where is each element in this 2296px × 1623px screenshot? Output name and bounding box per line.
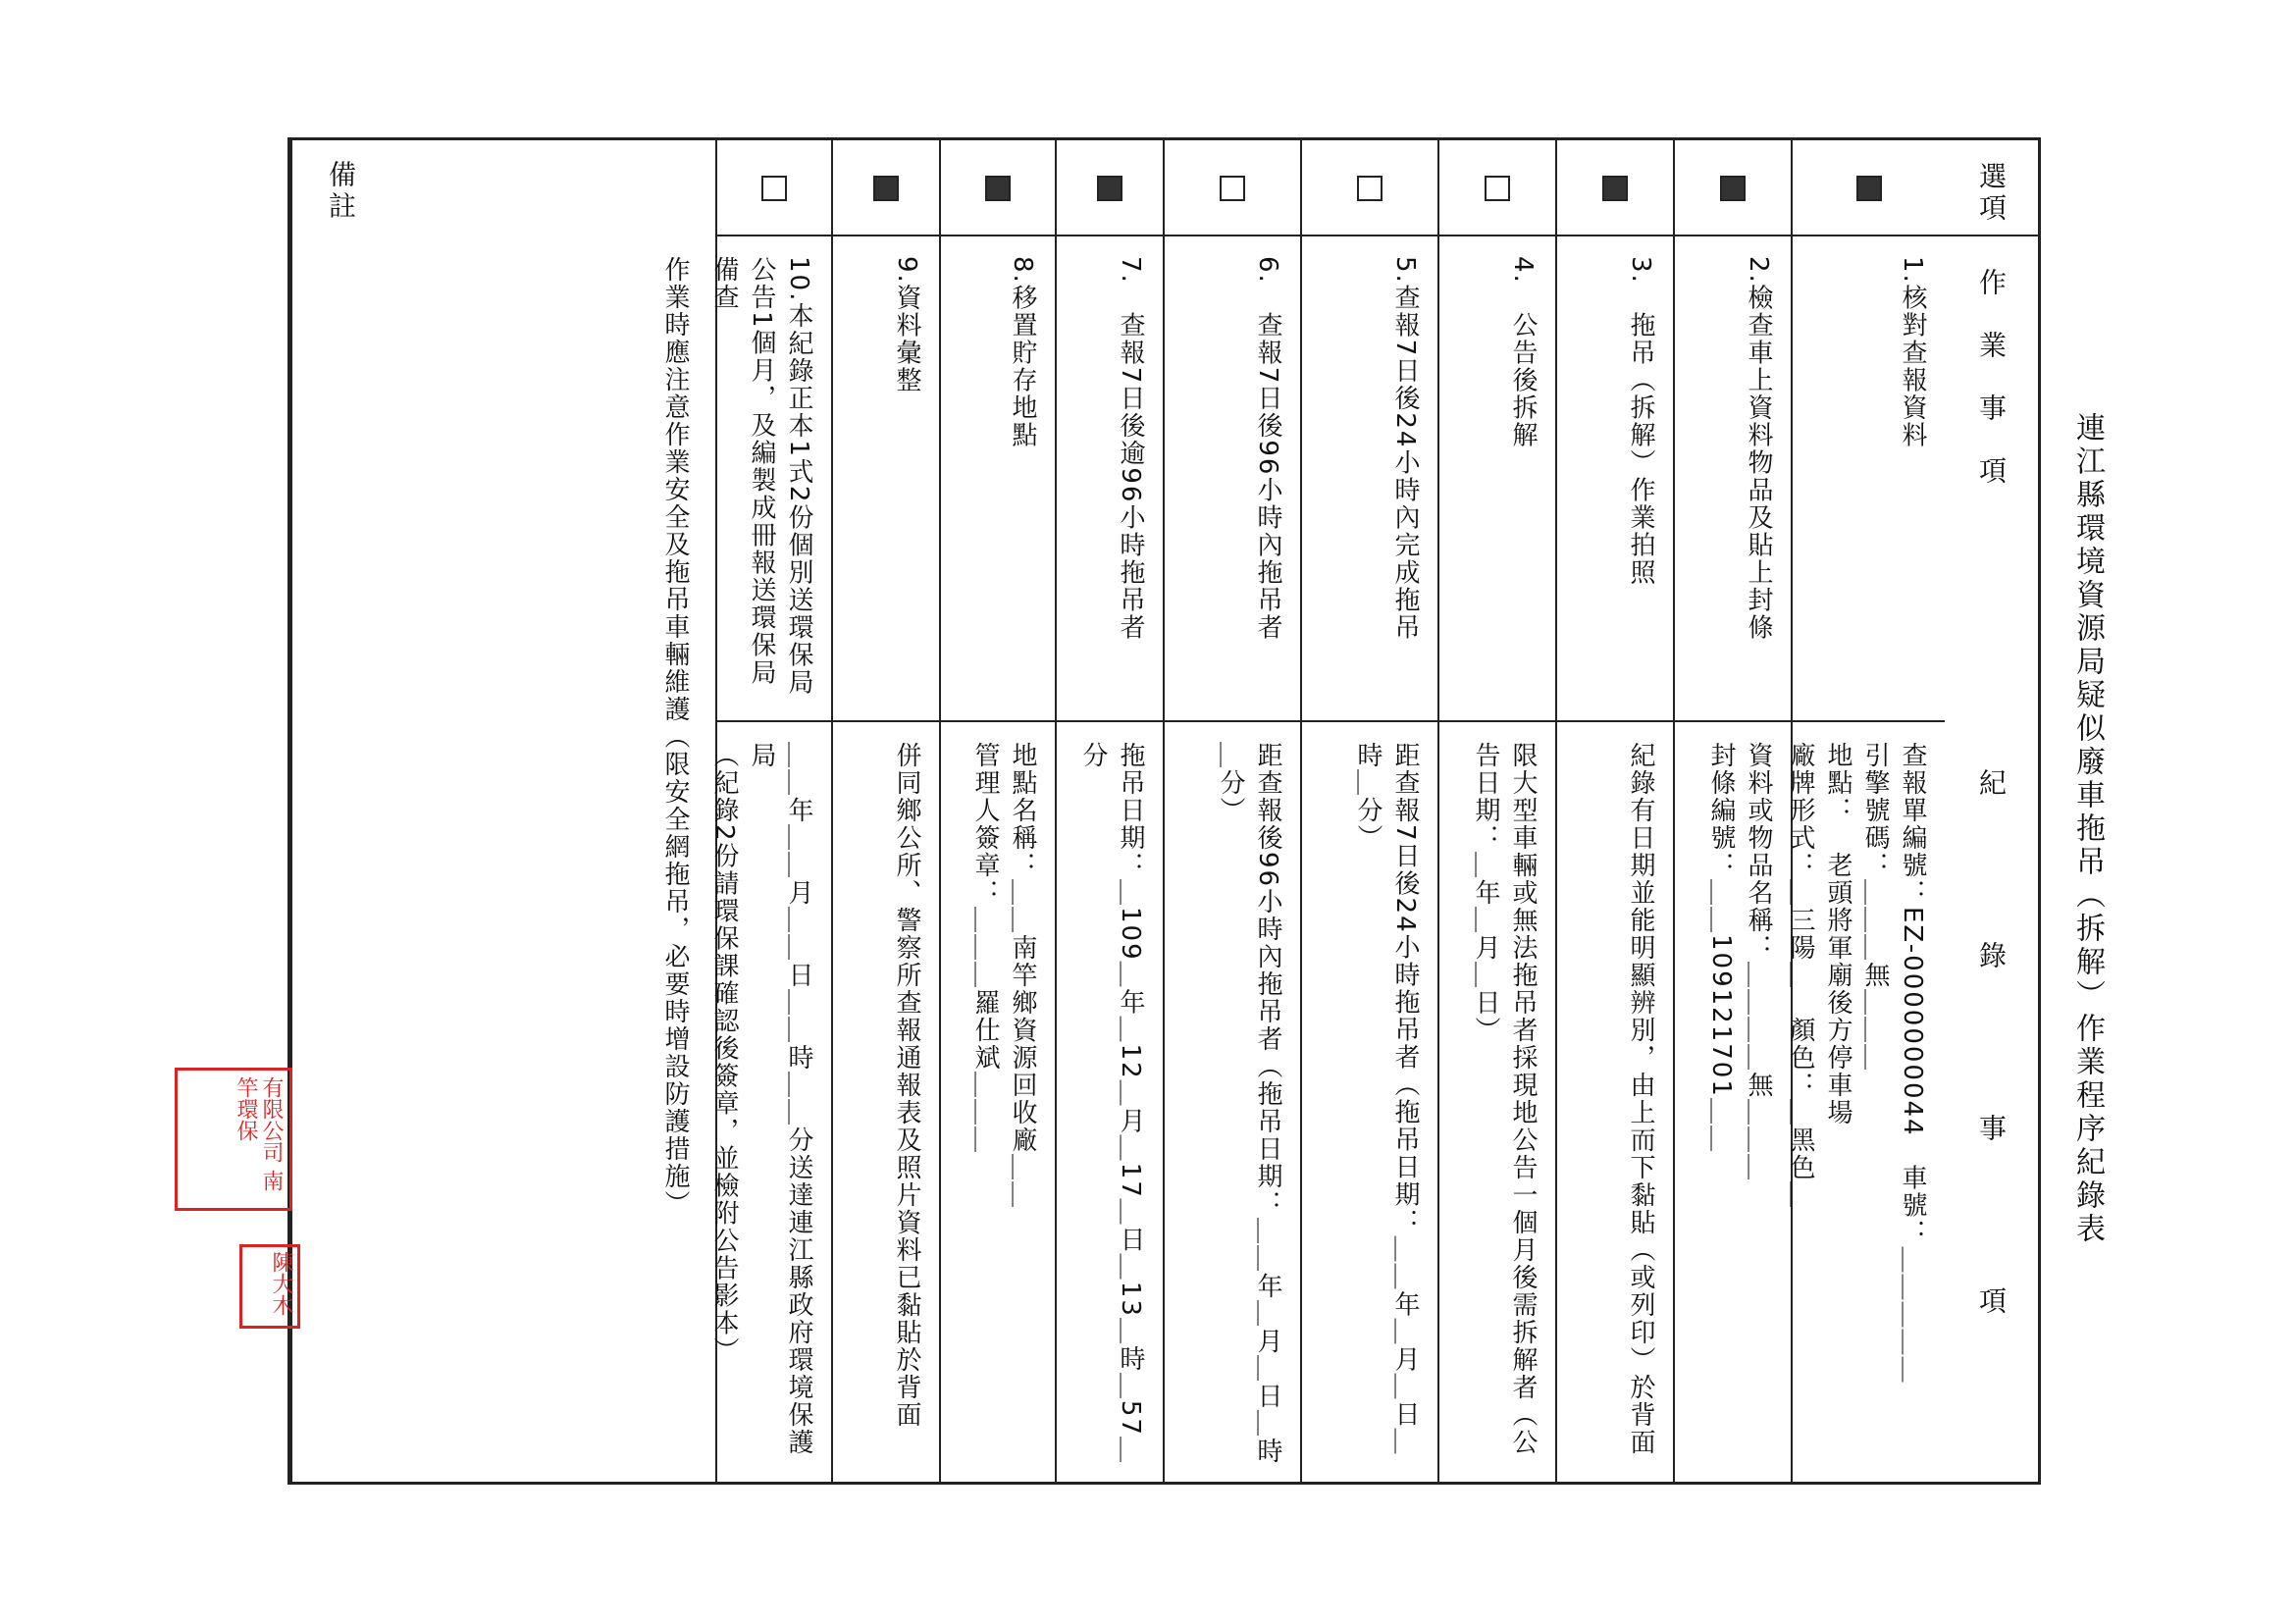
record-line: 限大型車輛或無法拖吊者採現地公告一個月後需拆解者（公告日期：＿年＿月＿日） [1471, 742, 1538, 1456]
company-seal-text: 有限公司 [259, 1076, 284, 1163]
record-text [1349, 742, 1424, 1468]
record-text [1074, 742, 1149, 1468]
record-text [966, 742, 1041, 1468]
record-line: 封條編號：＿＿109121701＿＿ [1706, 742, 1736, 1153]
record-line: 拖吊日期：＿109＿年＿12＿月＿17＿日＿13＿時＿57＿分 [1078, 742, 1145, 1464]
row-checkbox-cell [717, 140, 831, 236]
task-text: 9.資料彙整 [892, 256, 921, 394]
task-text: 6. 查報7日後96小時內拖吊者 [1253, 256, 1282, 642]
task-cell [941, 236, 1055, 722]
header-column [1945, 140, 2038, 1482]
task-text: 8.移置貯存地點 [1008, 256, 1037, 449]
record-cell [833, 722, 939, 1482]
record-line: 引擎號碼：＿＿＿無＿＿＿ [1860, 742, 1890, 1072]
row-checkbox-cell [1057, 140, 1163, 236]
task-header: 作 業 事 項 [1975, 268, 2008, 488]
task-cell [833, 236, 939, 722]
record-text [1212, 742, 1286, 1468]
remarks-text: 作業時應注意作業安全及拖吊車輛維護（限安全網拖吊，必要時增設防護措施） [660, 256, 690, 1218]
task-cell [1793, 236, 1945, 722]
row-9 [831, 140, 939, 1482]
checkbox[interactable] [985, 176, 1011, 201]
row-8 [939, 140, 1055, 1482]
personal-seal: 陳大木 [239, 1244, 300, 1329]
record-line: 廠牌形式：＿三陽＿ 顏色：＿黑色＿ [1786, 742, 1815, 1209]
checkbox[interactable] [1097, 176, 1122, 201]
record-cell [1302, 722, 1437, 1482]
checkbox[interactable] [1357, 176, 1383, 201]
record-text [1702, 742, 1777, 1468]
record-cell [1057, 722, 1163, 1482]
record-cell [1165, 722, 1300, 1482]
row-4 [1437, 140, 1555, 1482]
remarks-column [290, 140, 715, 1482]
header-option-cell [1945, 140, 2038, 236]
checkbox[interactable] [1220, 176, 1245, 201]
task-text: 3. 拖吊（拆解）作業拍照 [1626, 256, 1655, 587]
row-1 [1786, 140, 1945, 1482]
task-text: 4. 公告後拆解 [1508, 256, 1538, 449]
row-6 [1163, 140, 1300, 1482]
checkbox[interactable] [761, 176, 787, 201]
record-form [287, 137, 2041, 1485]
record-text [888, 742, 925, 1468]
record-line: 資料或物品名稱：＿＿＿＿無＿＿＿ [1744, 742, 1773, 1181]
record-line: 地點： 老頭將軍廟後方停車場 [1823, 742, 1852, 1126]
remarks-label: 備註 [325, 160, 357, 223]
record-cell [1557, 722, 1673, 1482]
checkbox[interactable] [1856, 176, 1882, 201]
task-cell [1302, 236, 1437, 722]
row-checkbox-cell [1675, 140, 1791, 236]
record-line: （紀錄2份請環保課確認後簽章，並檢附公告影本） [709, 742, 739, 1365]
record-line: 距查報後96小時內拖吊者（拖吊日期：＿＿年＿月＿日＿時＿分） [1216, 742, 1282, 1466]
company-seal: 有限公司 南竿環保 [175, 1068, 292, 1211]
row-checkbox-cell [1793, 140, 1945, 236]
record-line: 管理人簽章：＿＿＿羅仕斌＿＿＿ [970, 742, 1000, 1154]
task-text: 10.本紀錄正本1式2份個別送環保局公告1個月，及編製成冊報送環保局備查 [709, 256, 813, 697]
record-cell [1675, 722, 1791, 1482]
record-line: 併同鄉公所、警察所查報通報表及照片資料已黏貼於背面 [892, 742, 921, 1429]
row-checkbox-cell [1165, 140, 1300, 236]
task-text: 2.檢查車上資料物品及貼上封條 [1744, 256, 1773, 642]
task-cell [1557, 236, 1673, 722]
record-line: 地點名稱：＿＿南竿鄉資源回收廠＿＿ [1008, 742, 1037, 1209]
option-header: 選項 [1975, 162, 2008, 225]
record-cell [709, 722, 831, 1482]
task-text: 7. 查報7日後逾96小時拖吊者 [1116, 256, 1145, 642]
record-line: ＿＿年＿＿月＿＿日＿＿時＿＿分送達連江縣政府環境保護局 [747, 742, 813, 1456]
row-5 [1300, 140, 1437, 1482]
record-header: 紀 錄 事 項 [1975, 768, 2008, 1373]
record-text [1782, 742, 1931, 1468]
row-3 [1555, 140, 1673, 1482]
row-checkbox-cell [1439, 140, 1555, 236]
row-checkbox-cell [1557, 140, 1673, 236]
record-line: 紀錄有日期並能明顯辨別，由上而下黏貼（或列印）於背面 [1626, 742, 1655, 1456]
checkbox[interactable] [1485, 176, 1510, 201]
page-title: 連江縣環境資源局疑似廢車拖吊（拆解）作業程序紀錄表 [2070, 412, 2105, 1246]
task-text: 1.核對查報資料 [1898, 256, 1927, 449]
checkbox[interactable] [1602, 176, 1628, 201]
row-checkbox-cell [941, 140, 1055, 236]
record-cell [941, 722, 1055, 1482]
row-checkbox-cell [1302, 140, 1437, 236]
remarks-label-cell [292, 140, 715, 236]
task-cell [1165, 236, 1300, 722]
checkbox[interactable] [873, 176, 899, 201]
record-line: 距查報7日後24小時拖吊者（拖吊日期：＿＿年＿月＿日＿時＿分） [1353, 742, 1420, 1456]
task-cell [1675, 236, 1791, 722]
task-cell [709, 236, 831, 722]
row-checkbox-cell [833, 140, 939, 236]
record-text [1467, 742, 1541, 1468]
record-cell [1439, 722, 1555, 1482]
task-cell [1057, 236, 1163, 722]
checkbox[interactable] [1720, 176, 1746, 201]
task-cell [1439, 236, 1555, 722]
record-text [705, 742, 817, 1468]
task-text: 5.查報7日後24小時內完成拖吊 [1390, 256, 1420, 642]
record-line: 查報單編號：EZ-0000000044 車號：＿＿＿＿＿ [1898, 742, 1927, 1385]
row-2 [1673, 140, 1791, 1482]
row-7 [1055, 140, 1163, 1482]
record-cell [1786, 722, 1945, 1482]
record-text [1622, 742, 1659, 1468]
row-10 [709, 140, 831, 1482]
